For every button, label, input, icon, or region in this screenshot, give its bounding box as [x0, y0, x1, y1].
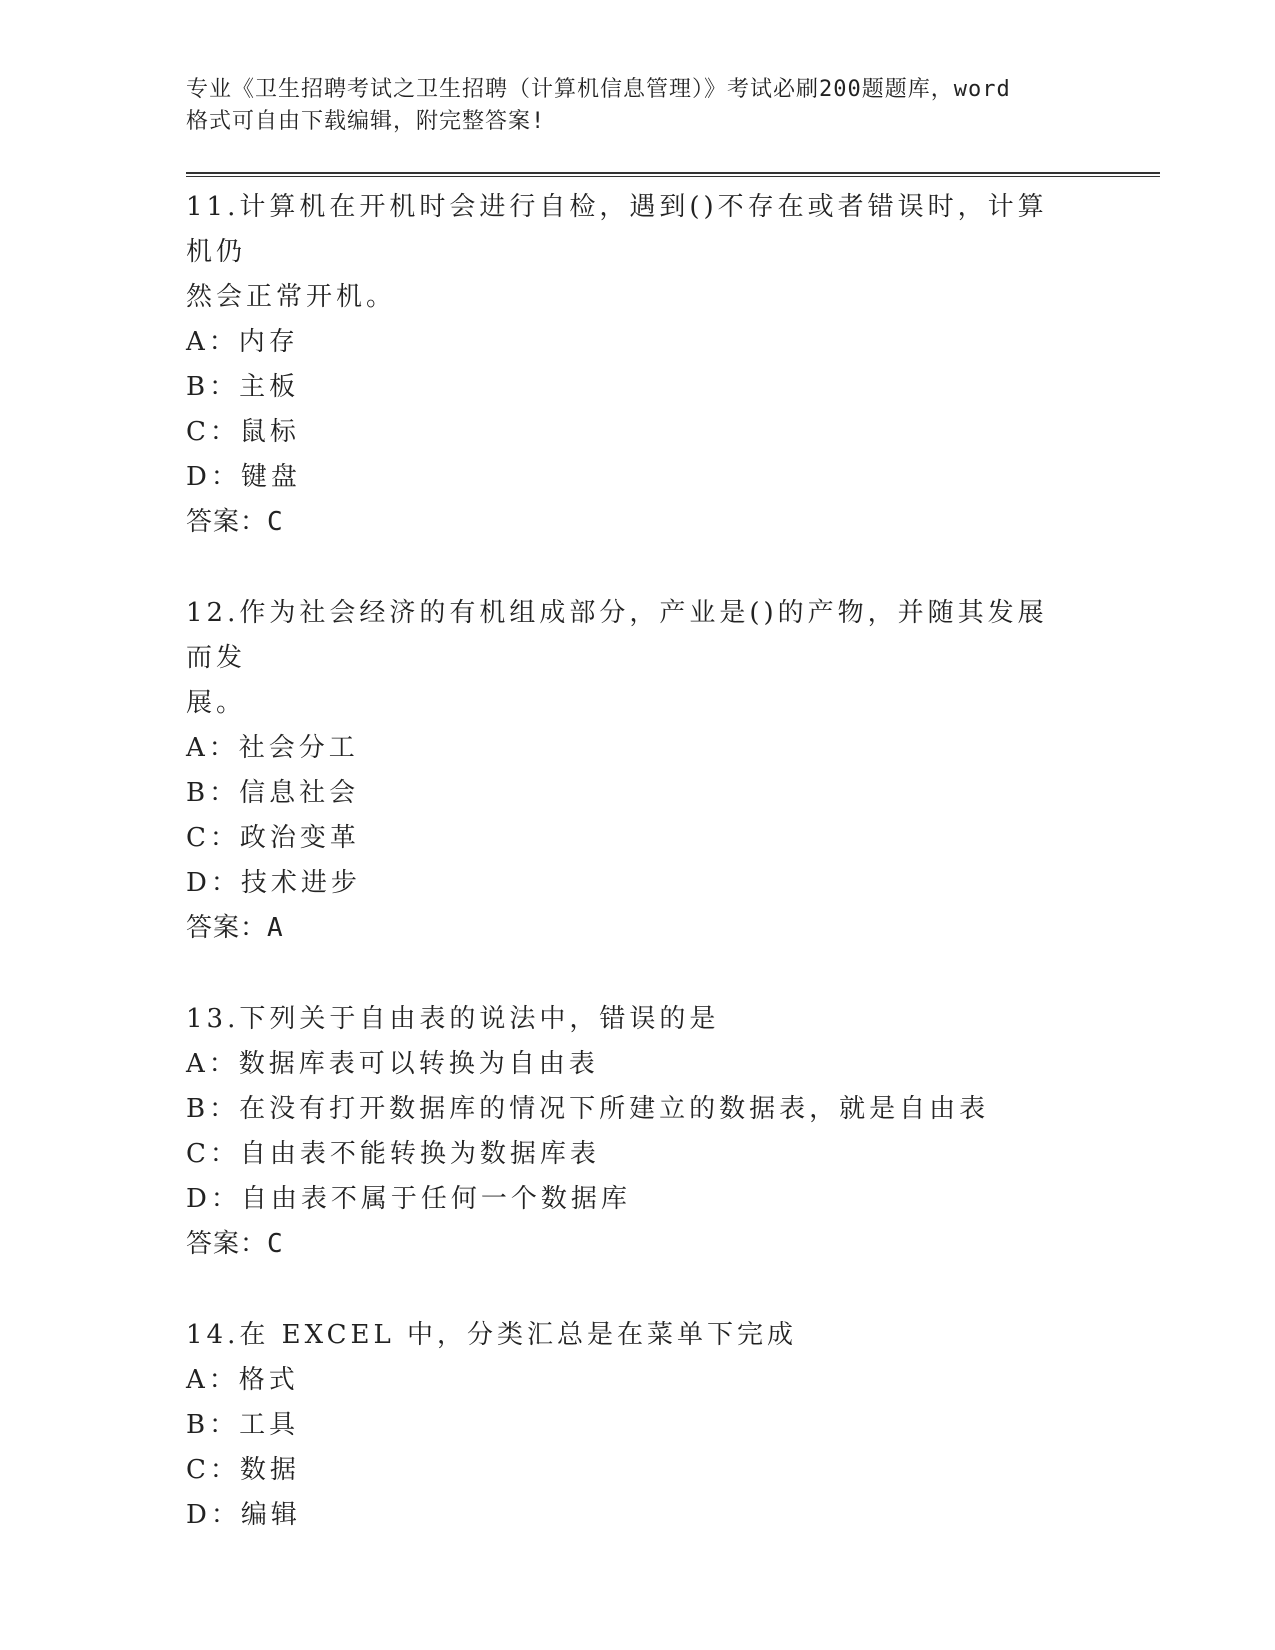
question-stem [186, 185, 1066, 320]
option-b: B：在没有打开数据库的情况下所建立的数据表，就是自由表 [186, 1094, 990, 1124]
option-a: A：内存 [186, 327, 299, 357]
option-b: B：主板 [186, 372, 300, 402]
question-stem-line: 12.作为社会经济的有机组成部分，产业是()的产物，并随其发展而发 [186, 598, 1048, 673]
option-b: B：工具 [186, 1410, 300, 1440]
header-line-1: 专业《卫生招聘考试之卫生招聘（计算机信息管理）》考试必刷200题题库，word [186, 77, 1011, 102]
question-13 [186, 997, 1166, 1267]
document-header [186, 74, 1086, 138]
question-stem-line: 展。 [186, 688, 247, 718]
answer-line: 答案：C [186, 1229, 284, 1259]
option-c: C：自由表不能转换为数据库表 [186, 1139, 600, 1169]
question-stem [186, 591, 1066, 726]
header-line-2: 格式可自由下载编辑，附完整答案! [186, 109, 546, 134]
question-stem: 14.在 EXCEL 中，分类汇总是在菜单下完成 [186, 1320, 798, 1350]
document-page [186, 74, 1166, 1538]
question-14 [186, 1313, 1166, 1538]
option-c: C：数据 [186, 1455, 300, 1485]
option-b: B：信息社会 [186, 778, 360, 808]
option-d: D：技术进步 [186, 868, 361, 898]
question-stem-line: 然会正常开机。 [186, 282, 397, 312]
option-d: D：自由表不属于任何一个数据库 [186, 1184, 631, 1214]
answer-line: 答案：A [186, 913, 284, 943]
question-12 [186, 591, 1166, 951]
question-11 [186, 185, 1166, 545]
option-c: C：政治变革 [186, 823, 360, 853]
option-a: A：数据库表可以转换为自由表 [186, 1049, 599, 1079]
option-a: A：社会分工 [186, 733, 359, 763]
option-c: C：鼠标 [186, 417, 300, 447]
option-d: D：编辑 [186, 1500, 301, 1530]
question-spacer [186, 545, 1166, 591]
question-stem: 13.下列关于自由表的说法中，错误的是 [186, 1004, 720, 1034]
question-stem-line: 11.计算机在开机时会进行自检，遇到()不存在或者错误时，计算机仍 [186, 192, 1048, 267]
header-divider [186, 172, 1160, 177]
question-spacer [186, 951, 1166, 997]
answer-line: 答案：C [186, 507, 284, 537]
option-d: D：键盘 [186, 462, 301, 492]
question-spacer [186, 1267, 1166, 1313]
option-a: A：格式 [186, 1365, 299, 1395]
